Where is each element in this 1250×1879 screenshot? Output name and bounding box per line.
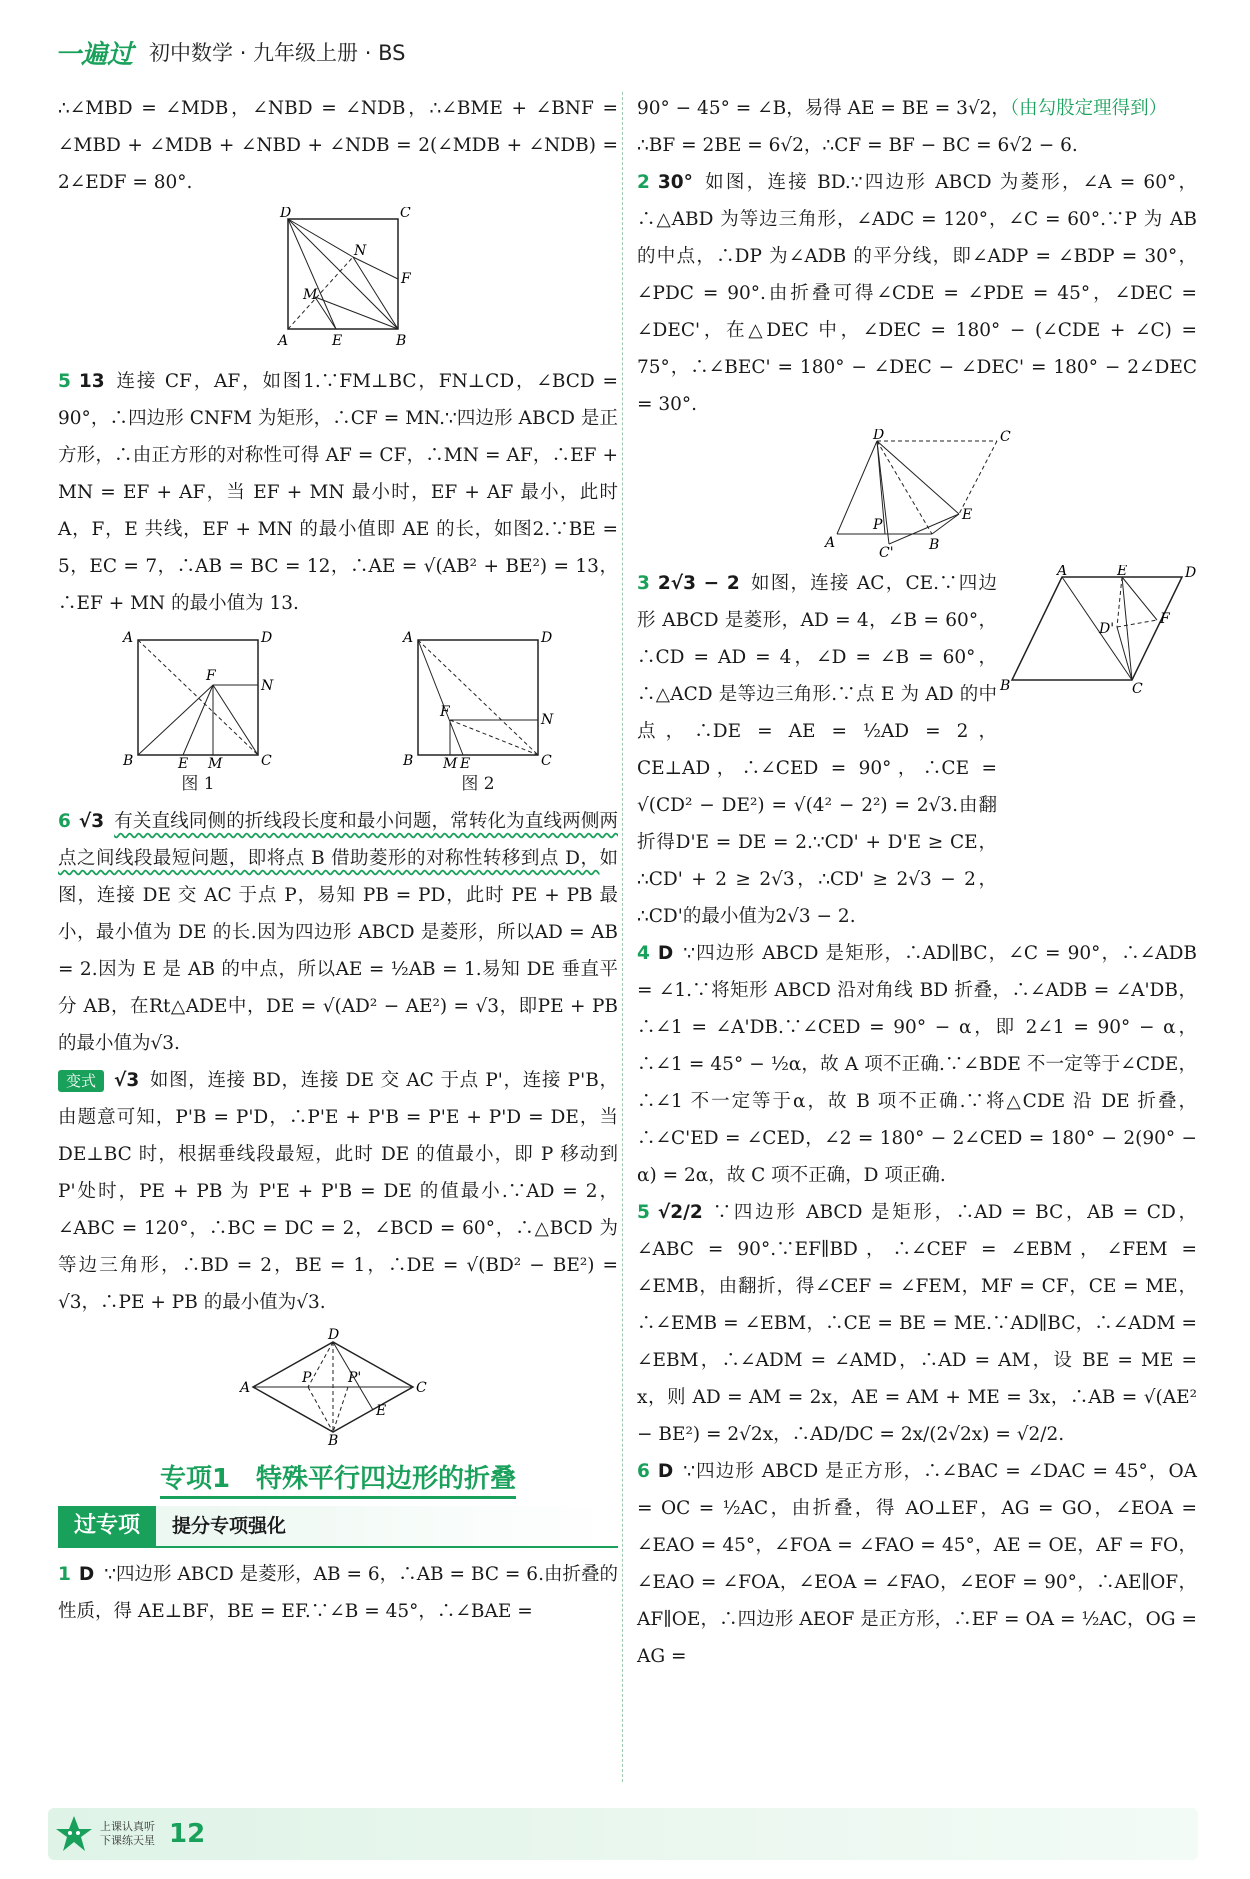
- solution-text: 如图，连接 BD，连接 DE 交 AC 于点 P'，连接 P'B，由题意可知，P'B = P'D，∴P'E + P'B = P'E + P'D = DE，当 DE⊥BC 时，根据垂线段最短，此时 DE 的值最小，即 P 移动到 P'处时，PE + PB 为 P'E + P'B = DE 的值最小.∵AD = 2，∠ABC = 120°，∴BC = DC = 2，∠BCD = 60°，∴△BCD 为等边三角形，∴BD = 2，BE = 1，∴DE = √(BD² − BE²) = √3，∴PE + PB 的最小值为√3.: [58, 1070, 618, 1313]
- svg-text:E: E: [376, 1403, 387, 1419]
- figure-caption: 图 2: [461, 774, 495, 794]
- svg-text:M: M: [303, 287, 318, 303]
- svg-text:E: E: [178, 756, 189, 770]
- svg-text:M: M: [208, 756, 223, 770]
- q3-block: [637, 565, 1197, 935]
- svg-text:B: B: [396, 333, 407, 349]
- figure-caption: 图 1: [181, 774, 215, 794]
- svg-text:B: B: [1000, 678, 1011, 694]
- rhombus-fold-figure: [817, 429, 1017, 559]
- solution-text: 如图，连接 DE 交 AC 于点 P，易知 PB = PD，此时 PE + PB 最小，最小值为 DE 的长.因为四边形 ABCD 是菱形，所以AD = AB = 2.因为 E 是 AB 的中点，所以AE = ½AB = 1.易知 DE 垂直平分 AB，在Rt△ADE中，DE = √(AD² − AE²) = √3，即PE + PB 的最小值为√3.: [58, 848, 618, 1054]
- solution-text: 90° − 45° = ∠B，易得 AE = BE = 3√2，: [637, 98, 1010, 119]
- svg-text:N: N: [541, 712, 554, 728]
- left-column: [58, 90, 618, 1630]
- section-subtitle: 提分专项强化: [172, 1514, 287, 1537]
- figure-1: [118, 630, 278, 770]
- svg-text:D: D: [328, 1327, 340, 1343]
- svg-text:A: A: [240, 1380, 251, 1396]
- svg-text:B: B: [403, 753, 414, 769]
- question-number: 6: [58, 811, 71, 832]
- question-number: 5: [58, 371, 71, 392]
- svg-text:E: E: [962, 507, 973, 523]
- page-header: [55, 32, 1195, 72]
- solution-text: ∵四边形 ABCD 是矩形，∴AD∥BC，∠C = 90°，∴∠ADB = ∠1.∵将矩形 ABCD 沿对角线 BD 折叠，∴∠ADB = ∠A'DB，∴∠1 = ∠A'DB.∵∠CED = 90° − α，即 2∠1 = 90° − α，∴∠1 = 45° − ½α，故 A 项不正确.∵∠BDE 不一定等于∠CDE，∴∠1 不一定等于α，故 B 项不正确.∵将△CDE 沿 DE 折叠，∴∠C'ED = ∠CED，∠2 = 180° − 2∠CED = 180° − 2(90° − α) = 2α，故 C 项不正确，D 项正确.: [637, 943, 1197, 1186]
- svg-text:C: C: [416, 1380, 427, 1396]
- svg-text:A: A: [278, 333, 289, 349]
- solution-text: 如图，连接 AC，CE.∵四边形 ABCD 是菱形，AD = 4，∠B = 60°，∴CD = AD = 4，∠D = ∠B = 60°，∴△ACD 是等边三角形.∵点 E 为 AD 的中点，∴DE = AE = ½AD = 2，CE⊥AD，∴∠CED = 90°，∴CE = √(CD² − DE²) = √(4² − 2²) = 2√3.由翻折得D'E = DE = 2.∵CD' + D'E ≥ CE，∴CD' + 2 ≥ 2√3，∴CD' ≥ 2√3 − 2，∴CD'的最小值为2√3 − 2.: [637, 573, 998, 927]
- column-divider: [622, 92, 623, 1782]
- svg-text:E: E: [460, 756, 471, 770]
- figure-captions: [58, 766, 618, 803]
- figure-row: [58, 630, 618, 770]
- rhombus-figure: [238, 1327, 438, 1447]
- rhombus-figure-3: [997, 565, 1197, 695]
- svg-text:E: E: [1117, 565, 1128, 579]
- method-note: 有关直线同侧的折线段长度和最小问题，常转化为直线两侧两点之间线段最短问题，即将点 B 借助菱形的对称性转移到点 D，: [58, 811, 618, 869]
- svg-text:C: C: [1000, 429, 1011, 445]
- svg-text:F: F: [1160, 611, 1170, 627]
- section-badge: 过专项: [58, 1506, 156, 1546]
- variant-badge: 变式: [58, 1070, 104, 1092]
- svg-text:M: M: [443, 756, 458, 770]
- answer: D: [657, 1461, 674, 1482]
- answer: √2/2: [657, 1202, 703, 1223]
- svg-text:P: P: [302, 1370, 312, 1386]
- answer: D: [657, 943, 674, 964]
- svg-text:F: F: [206, 668, 216, 684]
- svg-text:N: N: [354, 243, 367, 259]
- svg-text:A: A: [403, 630, 414, 646]
- svg-text:C: C: [400, 207, 411, 221]
- section-title: 专项1 特殊平行四边形的折叠: [58, 1461, 618, 1498]
- svg-text:C': C': [879, 545, 894, 559]
- svg-text:N: N: [261, 678, 274, 694]
- svg-text:A: A: [825, 535, 836, 551]
- svg-text:C: C: [261, 753, 272, 769]
- question-number: 5: [637, 1202, 650, 1223]
- answer: D: [78, 1564, 95, 1585]
- question-number: 3: [637, 573, 650, 594]
- answer: 13: [78, 371, 105, 392]
- svg-text:D: D: [280, 207, 292, 221]
- slogan: 上课认真听 下课练天星: [100, 1820, 155, 1847]
- svg-text:B: B: [123, 753, 134, 769]
- solution-text: ∴BF = 2BE = 6√2，∴CF = BF − BC = 6√2 − 6.: [637, 135, 1078, 156]
- svg-text:D: D: [1185, 565, 1197, 581]
- svg-text:B: B: [929, 537, 940, 553]
- svg-text:B: B: [328, 1433, 339, 1447]
- svg-text:P: P: [873, 517, 883, 533]
- svg-text:F: F: [440, 704, 450, 720]
- solution-text: ∵四边形 ABCD 是正方形，∴∠BAC = ∠DAC = 45°，OA = OC = ½AC，由折叠，得 AO⊥EF，AG = GO，∠EOA = ∠EAO = 45°，∠FOA = ∠FAO = 45°，AE = OE，AF = FO，∠EAO = ∠FOA，∠EOA = ∠FAO，∠EOF = 90°，∴AE∥OF，AF∥OE，∴四边形 AEOF 是正方形，∴EF = OA = ½AC，OG = AG =: [637, 1461, 1197, 1667]
- svg-text:A: A: [1057, 565, 1068, 579]
- page-number: 12: [169, 1819, 206, 1849]
- text-paragraph: ∴∠MBD = ∠MDB，∠NBD = ∠NDB，∴∠BME + ∠BNF = ∠MBD + ∠MDB + ∠NBD + ∠NDB = 2(∠MDB + ∠NDB) = 2∠EDF = 80°.: [58, 98, 618, 193]
- svg-text:P': P': [348, 1370, 362, 1386]
- figure-2: [398, 630, 558, 770]
- svg-text:D: D: [541, 630, 553, 646]
- answer: √3: [114, 1070, 140, 1091]
- square-figure: [258, 207, 418, 357]
- answer: √3: [78, 811, 105, 832]
- svg-text:A: A: [123, 630, 134, 646]
- book-subtitle: 初中数学 · 九年级上册 · BS: [149, 41, 406, 65]
- answer: 2√3 − 2: [657, 573, 740, 594]
- question-number: 4: [637, 943, 650, 964]
- answer: 30°: [657, 172, 693, 193]
- question-number: 1: [58, 1564, 71, 1585]
- question-number: 6: [637, 1461, 650, 1482]
- svg-text:C: C: [1132, 681, 1143, 695]
- section-bar: [58, 1506, 618, 1548]
- solution-text: 连接 CF，AF，如图1.∵FM⊥BC，FN⊥CD，∠BCD = 90°，∴四边形 CNFM 为矩形，∴CF = MN.∵四边形 ABCD 是正方形，∴由正方形的对称性可得 AF = CF，∴MN = AF，∴EF + MN = EF + AF，当 EF + MN 最小时，EF + AF 最小，此时 A，F，E 共线，EF + MN 的最小值即 AE 的长，如图2.∵BE = 5，EC = 7，∴AB = BC = 12，∴AE = √(AB² + BE²) = 13，∴EF + MN 的最小值为 13.: [58, 371, 618, 614]
- svg-text:C: C: [541, 753, 552, 769]
- svg-text:E: E: [332, 333, 343, 349]
- page-footer: [48, 1808, 1198, 1860]
- solution-text: 如图，连接 BD.∵四边形 ABCD 为菱形，∠A = 60°，∴△ABD 为等边三角形，∠ADC = 120°，∠C = 60°.∵P 为 AB 的中点，∴DP 为∠ADB 的平分线，即∠ADP = ∠BDP = 30°，∠PDC = 90°.由折叠可得∠CDE = ∠PDE = 45°，∠DEC = ∠DEC'，在△DEC 中，∠DEC = 180° − (∠CDE + ∠C) = 75°，∴∠BEC' = 180° − ∠DEC − ∠DEC' = 180° − 2∠DEC = 30°.: [637, 172, 1197, 415]
- svg-text:F: F: [401, 271, 411, 287]
- right-column: [637, 90, 1197, 1675]
- solution-text: ∵四边形 ABCD 是矩形，∴AD = BC，AB = CD，∠ABC = 90°.∵EF∥BD，∴∠CEF = ∠EBM，∠FEM = ∠EMB，由翻折，得∠CEF = ∠FEM，MF = CF，CE = ME，∴∠EMB = ∠EBM，∴CE = BE = ME.∵AD∥BC，∴∠ADM = ∠EBM，∴∠ADM = ∠AMD，∴AD = AM，设 BE = ME = x，则 AD = AM = 2x，AE = AM + ME = 3x，∴AB = √(AE² − BE²) = 2√2x，∴AD/DC = 2x/(2√2x) = √2/2.: [637, 1202, 1197, 1445]
- solution-text: ∵四边形 ABCD 是菱形，AB = 6，∴AB = BC = 6.由折叠的性质，得 AE⊥BF，BE = EF.∵∠B = 45°，∴∠BAE =: [58, 1564, 618, 1622]
- hint-note: （由勾股定理得到）: [1009, 98, 1168, 119]
- question-number: 2: [637, 172, 650, 193]
- svg-text:D': D': [1099, 621, 1115, 637]
- brand-logo: 一遍过: [55, 39, 134, 70]
- star-mascot-icon: [54, 1814, 94, 1854]
- svg-text:D: D: [261, 630, 273, 646]
- svg-text:D: D: [873, 429, 885, 443]
